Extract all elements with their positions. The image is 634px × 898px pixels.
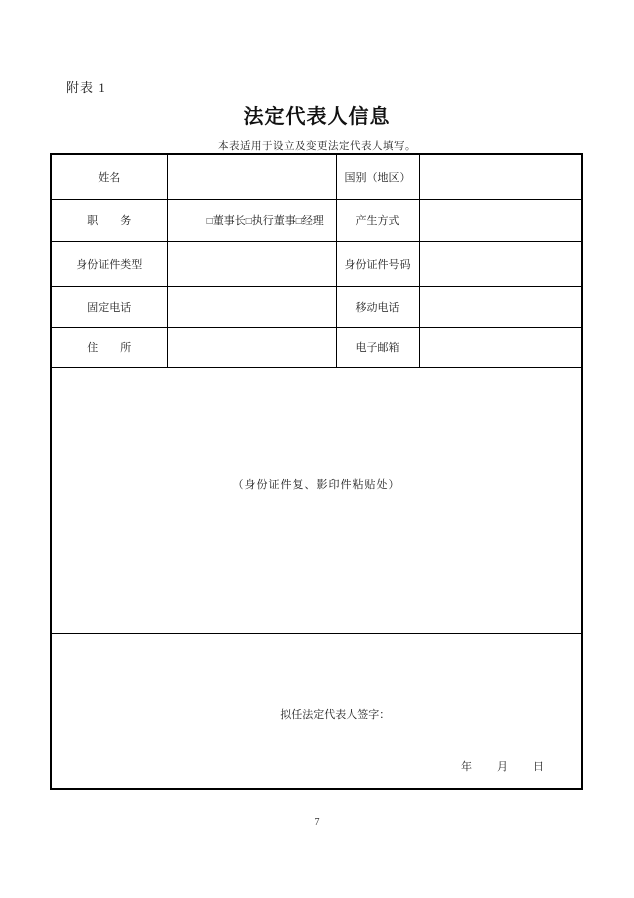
- address-label: 住 所: [51, 327, 167, 367]
- table-row-signature: [51, 633, 582, 789]
- position-options-cell: [167, 199, 336, 241]
- table-row-photo-area: [51, 367, 582, 633]
- id-copy-paste-hint: （身份证件复、影印件粘贴处）: [232, 479, 401, 491]
- table-row-name: [51, 154, 582, 199]
- page-number: 7: [314, 817, 320, 828]
- position-label: 职 务: [51, 199, 167, 241]
- nationality-value-cell: [419, 154, 582, 199]
- landline-label: 固定电话: [51, 286, 167, 327]
- table-row-id-type: [51, 241, 582, 286]
- appointment-method-value-cell: [419, 199, 582, 241]
- date-line: 年 月 日: [461, 761, 545, 773]
- appendix-label: 附表 1: [66, 80, 106, 95]
- nationality-label: 国别（地区）: [336, 154, 419, 199]
- option-chairman-label: 董事长: [212, 215, 246, 227]
- email-value-cell: [419, 327, 582, 367]
- legal-representative-form-table: [50, 153, 583, 790]
- option-executive-director: [246, 215, 296, 227]
- landline-value-cell: [167, 286, 336, 327]
- id-number-label: 身份证件号码: [336, 241, 419, 286]
- table-row-position: [51, 199, 582, 241]
- appointment-method-label: 产生方式: [336, 199, 419, 241]
- id-type-label: 身份证件类型: [51, 241, 167, 286]
- checkbox-icon: □: [245, 215, 252, 227]
- mobile-label: 移动电话: [336, 286, 419, 327]
- checkbox-icon: □: [206, 215, 213, 227]
- table-row-phone: [51, 286, 582, 327]
- id-number-value-cell: [419, 241, 582, 286]
- option-chairman: [207, 215, 246, 227]
- option-executive-director-label: 执行董事: [251, 215, 296, 227]
- signature-label: 拟任法定代表人签字：: [280, 708, 391, 721]
- id-type-value-cell: [167, 241, 336, 286]
- name-label: 姓名: [51, 154, 167, 199]
- option-manager-label: 经理: [301, 215, 324, 227]
- page-subtitle: 本表适用于设立及变更法定代表人填写。: [218, 141, 416, 152]
- signature-area: [51, 633, 582, 789]
- mobile-value-cell: [419, 286, 582, 327]
- id-copy-paste-area: [51, 367, 582, 633]
- address-value-cell: [167, 327, 336, 367]
- checkbox-icon: □: [295, 215, 302, 227]
- page-title: 法定代表人信息: [243, 106, 391, 128]
- email-label: 电子邮箱: [336, 327, 419, 367]
- name-value-cell: [167, 154, 336, 199]
- option-manager: [296, 215, 324, 227]
- table-row-address: [51, 327, 582, 367]
